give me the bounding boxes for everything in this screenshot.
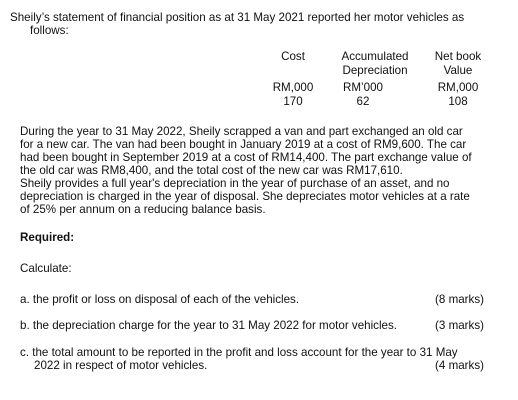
intro-line-1: Sheily’s statement of financial position as at 31 May 2021 reported her motor vehicles as	[10, 11, 465, 24]
unit-depreciation: RM’000	[343, 81, 383, 94]
question-c-line-1: c. the total amount to be reported in the profit and loss account for the year to 31 May	[20, 346, 458, 359]
required-heading: Required:	[20, 231, 75, 244]
calculate-label: Calculate:	[20, 262, 72, 275]
value-cost: 170	[283, 95, 303, 108]
question-a-text: a. the profit or loss on disposal of each of the vehicles.	[20, 293, 300, 306]
value-net-book-value: 108	[448, 95, 468, 108]
paragraph-line: of 25% per annum on a reducing balance basis.	[20, 203, 266, 216]
question-b-marks: (3 marks)	[435, 319, 484, 332]
paragraph-line: had been bought in September 2019 at a cost of RM14,400. The part exchange value of	[20, 151, 472, 164]
header-accumulated-depreciation	[332, 50, 418, 77]
paragraph-line: Sheily provides a full year's depreciation in the year of purchase of an asset, and no	[20, 177, 450, 190]
question-c-marks: (4 marks)	[435, 359, 484, 372]
paragraph-line: for a new car. The van had been bought in January 2019 at a cost of RM9,600. The car	[20, 138, 467, 151]
header-dep-line-2: Depreciation	[342, 63, 408, 77]
question-a-marks: (8 marks)	[435, 293, 484, 306]
paragraph-line: During the year to 31 May 2022, Sheily scrapped a van and part exchanged an old car	[20, 125, 463, 138]
header-cost-label: Cost	[281, 50, 305, 63]
header-nbv-line-2: Value	[443, 63, 473, 77]
paragraph-line: the old car was RM8,400, and the total cost of the new car was RM17,610.	[20, 164, 403, 177]
question-b-text: b. the depreciation charge for the year to 31 May 2022 for motor vehicles.	[20, 319, 398, 332]
value-depreciation: 62	[356, 95, 370, 108]
question-c-line-2: 2022 in respect of motor vehicles.	[34, 359, 208, 372]
header-cost	[268, 50, 318, 64]
unit-net-book-value: RM,000	[437, 81, 479, 94]
header-dep-line-1: Accumulated	[341, 50, 409, 63]
unit-cost: RM,000	[272, 81, 314, 94]
intro-line-2: follows:	[30, 24, 69, 37]
paragraph-line: depreciation is charged in the year of disposal. She depreciates motor vehicles at a rate	[20, 190, 470, 203]
header-net-book-value	[420, 50, 496, 77]
header-nbv-line-1: Net book	[434, 50, 482, 63]
